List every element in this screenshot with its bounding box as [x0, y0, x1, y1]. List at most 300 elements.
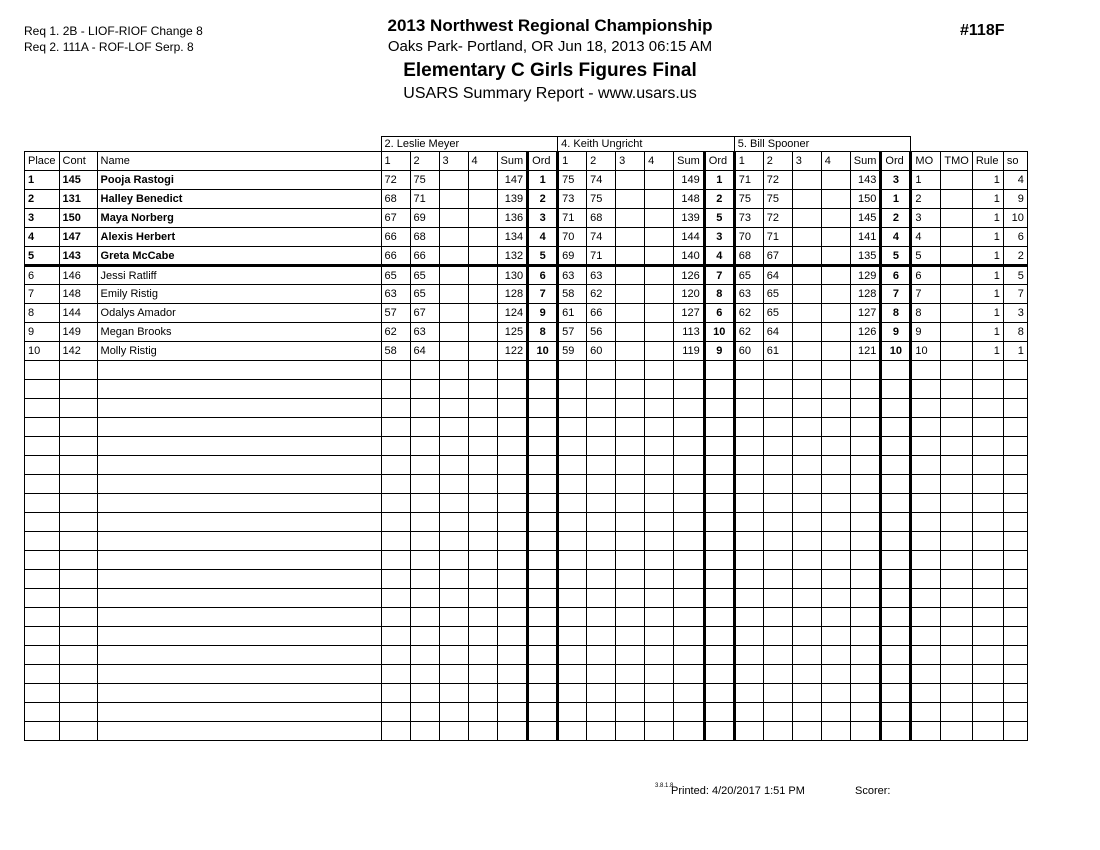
cell-ord: 6	[528, 266, 558, 285]
cell-score	[616, 285, 645, 304]
empty-cell	[941, 646, 972, 665]
col-header-sum-13: Sum	[674, 152, 705, 171]
empty-cell	[850, 646, 881, 665]
empty-cell	[439, 665, 468, 684]
cell-ord: 5	[528, 247, 558, 266]
title-block	[0, 16, 1100, 103]
empty-cell	[941, 418, 972, 437]
empty-cell	[25, 703, 60, 722]
cell-tmo	[941, 190, 972, 209]
cell-score	[468, 304, 497, 323]
empty-cell	[381, 361, 410, 380]
cell-score	[616, 247, 645, 266]
empty-cell	[704, 494, 734, 513]
cell-ord: 2	[704, 190, 734, 209]
empty-cell	[821, 551, 850, 570]
cell-sum: 130	[497, 266, 528, 285]
empty-cell	[410, 437, 439, 456]
empty-cell	[97, 475, 381, 494]
empty-cell	[25, 475, 60, 494]
cell-sum: 129	[850, 266, 881, 285]
cell-sum: 144	[674, 228, 705, 247]
result-row-place-5	[25, 247, 1028, 266]
empty-cell	[674, 684, 705, 703]
cell-cont: 142	[59, 342, 97, 361]
cell-score: 65	[763, 285, 792, 304]
cell-score	[468, 190, 497, 209]
empty-cell	[792, 418, 821, 437]
empty-cell	[439, 494, 468, 513]
empty-cell	[911, 532, 941, 551]
cell-cont: 131	[59, 190, 97, 209]
cell-ord: 6	[881, 266, 911, 285]
empty-cell	[616, 418, 645, 437]
empty-cell	[734, 551, 763, 570]
cell-score: 63	[587, 266, 616, 285]
empty-cell	[497, 684, 528, 703]
empty-cell	[1003, 532, 1027, 551]
empty-cell	[792, 437, 821, 456]
empty-cell	[468, 646, 497, 665]
cell-sum: 113	[674, 323, 705, 342]
empty-cell	[25, 570, 60, 589]
empty-cell	[59, 437, 97, 456]
cell-score	[792, 323, 821, 342]
empty-cell	[792, 399, 821, 418]
empty-cell	[763, 703, 792, 722]
empty-cell	[558, 418, 587, 437]
cell-score: 62	[381, 323, 410, 342]
empty-row	[25, 570, 1028, 589]
empty-cell	[645, 627, 674, 646]
cell-score: 69	[410, 209, 439, 228]
empty-cell	[468, 703, 497, 722]
empty-cell	[821, 380, 850, 399]
empty-cell	[792, 703, 821, 722]
cell-name: Greta McCabe	[97, 247, 381, 266]
col-header-score-17: 3	[792, 152, 821, 171]
empty-cell	[497, 380, 528, 399]
cell-score: 62	[734, 323, 763, 342]
empty-cell	[911, 418, 941, 437]
empty-cell	[763, 722, 792, 741]
empty-cell	[558, 703, 587, 722]
empty-cell	[587, 570, 616, 589]
empty-cell	[587, 589, 616, 608]
cell-score	[468, 342, 497, 361]
empty-cell	[911, 456, 941, 475]
cell-score	[645, 247, 674, 266]
cell-sum: 148	[674, 190, 705, 209]
cell-mo: 9	[911, 323, 941, 342]
empty-cell	[528, 513, 558, 532]
cell-score: 58	[381, 342, 410, 361]
cell-name: Jessi Ratliff	[97, 266, 381, 285]
venue-date-line: Oaks Park- Portland, OR Jun 18, 2013 06:15 AM	[387, 38, 713, 55]
empty-cell	[1003, 437, 1027, 456]
empty-cell	[911, 646, 941, 665]
empty-cell	[972, 551, 1003, 570]
empty-cell	[587, 380, 616, 399]
cell-so: 2	[1003, 247, 1027, 266]
cell-score: 66	[587, 304, 616, 323]
empty-cell	[97, 513, 381, 532]
empty-cell	[972, 475, 1003, 494]
cell-score	[792, 266, 821, 285]
cell-score	[792, 247, 821, 266]
empty-cell	[439, 570, 468, 589]
empty-cell	[704, 513, 734, 532]
empty-cell	[911, 475, 941, 494]
empty-cell	[850, 494, 881, 513]
empty-cell	[410, 418, 439, 437]
result-row-place-7	[25, 285, 1028, 304]
empty-cell	[674, 361, 705, 380]
empty-cell	[881, 722, 911, 741]
cell-ord: 1	[881, 190, 911, 209]
cell-ord: 3	[881, 171, 911, 190]
cell-score	[792, 342, 821, 361]
judge-header-row	[25, 137, 1028, 152]
empty-cell	[792, 589, 821, 608]
empty-cell	[468, 532, 497, 551]
col-header-mo-21: MO	[911, 152, 941, 171]
cell-sum: 127	[850, 304, 881, 323]
empty-cell	[821, 684, 850, 703]
cell-score	[439, 247, 468, 266]
judge-2-name: 4. Keith Ungricht	[558, 137, 735, 152]
cell-score: 75	[587, 190, 616, 209]
cell-score	[821, 171, 850, 190]
col-header-tmo-22: TMO	[941, 152, 972, 171]
empty-cell	[704, 380, 734, 399]
empty-cell	[881, 608, 911, 627]
empty-row	[25, 646, 1028, 665]
cell-tmo	[941, 342, 972, 361]
empty-cell	[674, 627, 705, 646]
empty-cell	[734, 380, 763, 399]
empty-cell	[439, 722, 468, 741]
empty-cell	[821, 703, 850, 722]
cell-ord: 9	[704, 342, 734, 361]
col-header-score-11: 3	[616, 152, 645, 171]
empty-cell	[25, 722, 60, 741]
empty-row	[25, 551, 1028, 570]
cell-score: 66	[410, 247, 439, 266]
empty-cell	[674, 418, 705, 437]
empty-cell	[911, 380, 941, 399]
empty-row	[25, 494, 1028, 513]
empty-cell	[97, 684, 381, 703]
empty-cell	[59, 722, 97, 741]
empty-cell	[616, 646, 645, 665]
cell-ord: 9	[881, 323, 911, 342]
empty-cell	[850, 627, 881, 646]
empty-cell	[59, 570, 97, 589]
cell-score: 65	[410, 266, 439, 285]
empty-cell	[881, 361, 911, 380]
empty-cell	[381, 456, 410, 475]
empty-cell	[972, 494, 1003, 513]
empty-cell	[439, 532, 468, 551]
empty-cell	[972, 380, 1003, 399]
empty-cell	[881, 627, 911, 646]
empty-cell	[941, 399, 972, 418]
empty-cell	[645, 684, 674, 703]
empty-cell	[381, 399, 410, 418]
empty-cell	[734, 684, 763, 703]
cell-ord: 5	[881, 247, 911, 266]
empty-cell	[1003, 589, 1027, 608]
empty-cell	[381, 646, 410, 665]
empty-cell	[941, 722, 972, 741]
event-number: #118F	[960, 22, 1005, 39]
empty-cell	[792, 722, 821, 741]
judge-row-spacer-right	[911, 137, 1027, 152]
empty-cell	[381, 627, 410, 646]
cell-place: 6	[25, 266, 60, 285]
col-header-score-4: 2	[410, 152, 439, 171]
empty-cell	[704, 437, 734, 456]
empty-cell	[821, 570, 850, 589]
empty-cell	[850, 703, 881, 722]
cell-rule: 1	[972, 190, 1003, 209]
empty-cell	[528, 551, 558, 570]
empty-cell	[1003, 475, 1027, 494]
cell-score	[468, 323, 497, 342]
empty-row	[25, 703, 1028, 722]
empty-cell	[558, 475, 587, 494]
empty-cell	[468, 570, 497, 589]
empty-cell	[410, 361, 439, 380]
cell-mo: 8	[911, 304, 941, 323]
col-header-ord-20: Ord	[881, 152, 911, 171]
empty-cell	[972, 589, 1003, 608]
empty-cell	[674, 513, 705, 532]
empty-cell	[674, 494, 705, 513]
empty-cell	[59, 380, 97, 399]
empty-cell	[97, 570, 381, 589]
empty-cell	[911, 627, 941, 646]
cell-tmo	[941, 209, 972, 228]
empty-cell	[704, 627, 734, 646]
empty-cell	[704, 570, 734, 589]
empty-cell	[468, 456, 497, 475]
empty-cell	[792, 513, 821, 532]
cell-sum: 145	[850, 209, 881, 228]
empty-cell	[763, 684, 792, 703]
cell-sum: 150	[850, 190, 881, 209]
empty-cell	[792, 475, 821, 494]
cell-sum: 120	[674, 285, 705, 304]
empty-cell	[881, 380, 911, 399]
empty-cell	[972, 627, 1003, 646]
empty-cell	[59, 627, 97, 646]
empty-cell	[528, 570, 558, 589]
empty-cell	[734, 589, 763, 608]
empty-cell	[439, 456, 468, 475]
empty-cell	[25, 437, 60, 456]
judge-1-name: 2. Leslie Meyer	[381, 137, 558, 152]
cell-tmo	[941, 171, 972, 190]
cell-ord: 1	[528, 171, 558, 190]
empty-cell	[410, 551, 439, 570]
empty-cell	[763, 551, 792, 570]
empty-cell	[911, 399, 941, 418]
empty-cell	[763, 646, 792, 665]
empty-cell	[1003, 513, 1027, 532]
cell-so: 3	[1003, 304, 1027, 323]
cell-score: 72	[763, 209, 792, 228]
cell-cont: 149	[59, 323, 97, 342]
empty-cell	[59, 551, 97, 570]
result-row-place-4	[25, 228, 1028, 247]
cell-score: 62	[734, 304, 763, 323]
empty-cell	[734, 665, 763, 684]
empty-cell	[972, 608, 1003, 627]
col-header-score-6: 4	[468, 152, 497, 171]
empty-cell	[439, 589, 468, 608]
cell-score	[821, 266, 850, 285]
cell-place: 3	[25, 209, 60, 228]
cell-score	[616, 323, 645, 342]
cell-score	[792, 171, 821, 190]
cell-sum: 127	[674, 304, 705, 323]
empty-cell	[468, 494, 497, 513]
cell-sum: 149	[674, 171, 705, 190]
empty-cell	[439, 380, 468, 399]
empty-cell	[410, 684, 439, 703]
cell-score	[821, 342, 850, 361]
cell-ord: 6	[704, 304, 734, 323]
cell-score	[439, 304, 468, 323]
cell-name: Maya Norberg	[97, 209, 381, 228]
cell-ord: 8	[881, 304, 911, 323]
cell-rule: 1	[972, 285, 1003, 304]
cell-cont: 147	[59, 228, 97, 247]
empty-cell	[763, 475, 792, 494]
empty-cell	[558, 380, 587, 399]
empty-cell	[97, 437, 381, 456]
empty-cell	[1003, 551, 1027, 570]
cell-sum: 139	[674, 209, 705, 228]
empty-cell	[674, 437, 705, 456]
empty-cell	[763, 494, 792, 513]
cell-score: 63	[410, 323, 439, 342]
cell-sum: 134	[497, 228, 528, 247]
empty-cell	[704, 589, 734, 608]
empty-cell	[911, 722, 941, 741]
empty-cell	[763, 513, 792, 532]
empty-cell	[704, 665, 734, 684]
empty-cell	[468, 665, 497, 684]
empty-cell	[616, 380, 645, 399]
empty-row	[25, 475, 1028, 494]
empty-cell	[439, 703, 468, 722]
empty-cell	[763, 399, 792, 418]
col-header-score-15: 1	[734, 152, 763, 171]
empty-cell	[528, 399, 558, 418]
empty-cell	[558, 361, 587, 380]
empty-cell	[25, 494, 60, 513]
empty-cell	[616, 361, 645, 380]
empty-cell	[1003, 494, 1027, 513]
cell-tmo	[941, 228, 972, 247]
empty-cell	[674, 589, 705, 608]
empty-cell	[821, 361, 850, 380]
cell-score: 66	[381, 247, 410, 266]
empty-cell	[911, 703, 941, 722]
empty-cell	[704, 475, 734, 494]
empty-cell	[558, 570, 587, 589]
cell-tmo	[941, 266, 972, 285]
printed-timestamp: Printed: 4/20/2017 1:51 PM	[671, 785, 805, 797]
empty-cell	[763, 532, 792, 551]
cell-ord: 7	[528, 285, 558, 304]
empty-cell	[528, 646, 558, 665]
cell-score: 64	[410, 342, 439, 361]
cell-mo: 6	[911, 266, 941, 285]
empty-cell	[850, 665, 881, 684]
empty-cell	[941, 703, 972, 722]
empty-cell	[25, 665, 60, 684]
cell-score: 65	[410, 285, 439, 304]
cell-sum: 125	[497, 323, 528, 342]
empty-cell	[941, 570, 972, 589]
cell-rule: 1	[972, 247, 1003, 266]
empty-cell	[734, 418, 763, 437]
cell-score	[645, 209, 674, 228]
cell-score: 59	[558, 342, 587, 361]
empty-cell	[439, 646, 468, 665]
cell-ord: 1	[704, 171, 734, 190]
empty-cell	[410, 380, 439, 399]
empty-cell	[528, 418, 558, 437]
empty-cell	[911, 608, 941, 627]
empty-cell	[674, 475, 705, 494]
cell-score	[645, 323, 674, 342]
cell-rule: 1	[972, 323, 1003, 342]
empty-cell	[497, 361, 528, 380]
empty-cell	[587, 608, 616, 627]
empty-cell	[704, 418, 734, 437]
empty-cell	[792, 570, 821, 589]
empty-cell	[497, 627, 528, 646]
empty-cell	[410, 570, 439, 589]
empty-row	[25, 456, 1028, 475]
cell-score	[821, 190, 850, 209]
empty-cell	[25, 627, 60, 646]
cell-cont: 146	[59, 266, 97, 285]
empty-cell	[497, 646, 528, 665]
empty-cell	[587, 399, 616, 418]
empty-cell	[972, 703, 1003, 722]
empty-cell	[439, 418, 468, 437]
empty-cell	[645, 703, 674, 722]
empty-cell	[410, 589, 439, 608]
empty-cell	[558, 513, 587, 532]
cell-name: Halley Benedict	[97, 190, 381, 209]
empty-row	[25, 532, 1028, 551]
cell-score: 71	[763, 228, 792, 247]
cell-score	[439, 171, 468, 190]
cell-score	[792, 285, 821, 304]
empty-cell	[881, 418, 911, 437]
cell-score: 61	[558, 304, 587, 323]
empty-cell	[25, 551, 60, 570]
empty-cell	[468, 627, 497, 646]
cell-place: 4	[25, 228, 60, 247]
